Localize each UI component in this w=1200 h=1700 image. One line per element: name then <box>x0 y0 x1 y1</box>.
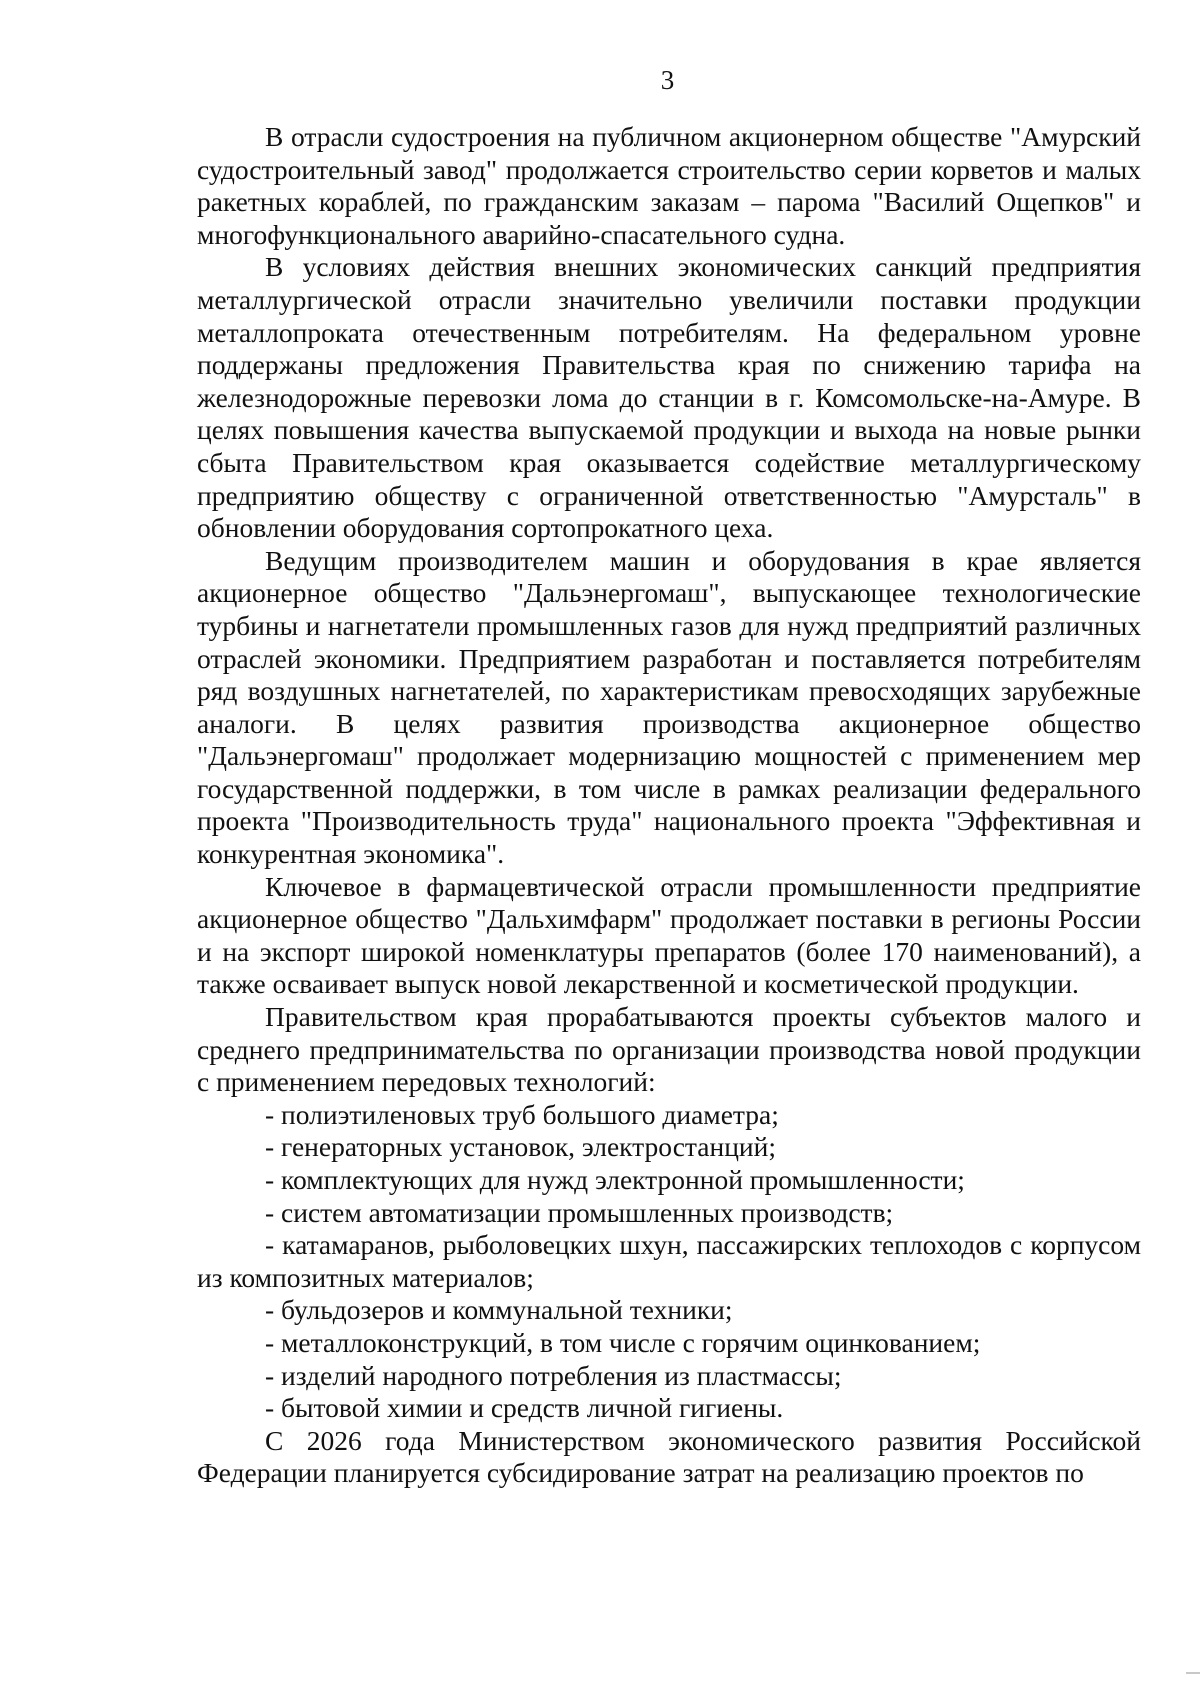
list-item: - изделий народного потребления из пластмассы; <box>265 1359 842 1391</box>
paragraph-shipbuilding: В отрасли судостроения на публичном акционерном обществе "Амурский судостроительный завод" продолжается строительство серии корветов и малых ракетных кораблей, по гражданским заказам – парома "Василий Ощепков" и многофункционального аварийно-спасательного судна. <box>197 121 1141 250</box>
paragraph-metallurgy: В условиях действия внешних экономических санкций предприятия металлургической отрасли значительно увеличили поставки продукции металлопроката отечественным потребителям. На федеральном уровне поддержаны предложения Правительства края по снижению тарифа на железнодорожные перевозки лома до станции в г. Комсомольске-на-Амуре. В целях повышения качества выпускаемой продукции и выхода на новые рынки сбыта Правительством края оказывается содействие металлургическому предприятию обществу с ограниченной ответственностью "Амурсталь" в обновлении оборудования сортопрокатного цеха. <box>197 251 1141 544</box>
page-number: 3 <box>660 65 675 95</box>
list-item: - бытовой химии и средств личной гигиены. <box>265 1392 784 1424</box>
list-item: - систем автоматизации промышленных производств; <box>265 1196 894 1228</box>
list-item: - генераторных установок, электростанций; <box>265 1131 776 1163</box>
list-item: - катамаранов, рыболовецких шхун, пассажирских теплоходов с корпусом из композитных материалов; <box>197 1229 1141 1293</box>
list-item: - комплектующих для нужд электронной промышленности; <box>265 1164 965 1195</box>
scan-edge-mark <box>1186 1672 1200 1674</box>
paragraph-pharmaceutics: Ключевое в фармацевтической отрасли промышленности предприятие акционерное общество "Дальхимфарм" продолжает поставки в регионы России и на экспорт широкой номенклатуры препаратов (более 170 наименований), а также осваивает выпуск новой лекарственной и косметической продукции. <box>197 870 1141 1000</box>
list-item: - металлоконструкций, в том числе с горячим оцинкованием; <box>265 1326 981 1358</box>
document-body <box>197 121 1141 1490</box>
list-item: - бульдозеров и коммунальной техники; <box>265 1294 733 1326</box>
list-item: - полиэтиленовых труб большого диаметра; <box>265 1098 779 1130</box>
paragraph-machinery: Ведущим производителем машин и оборудования в крае является акционерное общество "Дальэнергомаш", выпускающее технологические турбины и нагнетатели промышленных газов для нужд предприятий различных отраслей экономики. Предприятием разработан и поставляется потребителям ряд воздушных нагнетателей, по характеристикам превосходящих зарубежные аналоги. В целях развития производства акционерное общество "Дальэнергомаш" продолжает модернизацию мощностей с применением мер государственной поддержки, в том числе в рамках реализации федерального проекта "Производительность труда" национального проекта "Эффективная и конкурентная экономика". <box>197 544 1141 870</box>
paragraph-small-business: Правительством края прорабатываются проекты субъектов малого и среднего предпринимательства по организации производства новой продукции с применением передовых технологий: <box>197 1001 1141 1098</box>
paragraph-subsidies: С 2026 года Министерством экономического развития Российской Федерации планируется субсидирование затрат на реализацию проектов по <box>197 1424 1141 1489</box>
